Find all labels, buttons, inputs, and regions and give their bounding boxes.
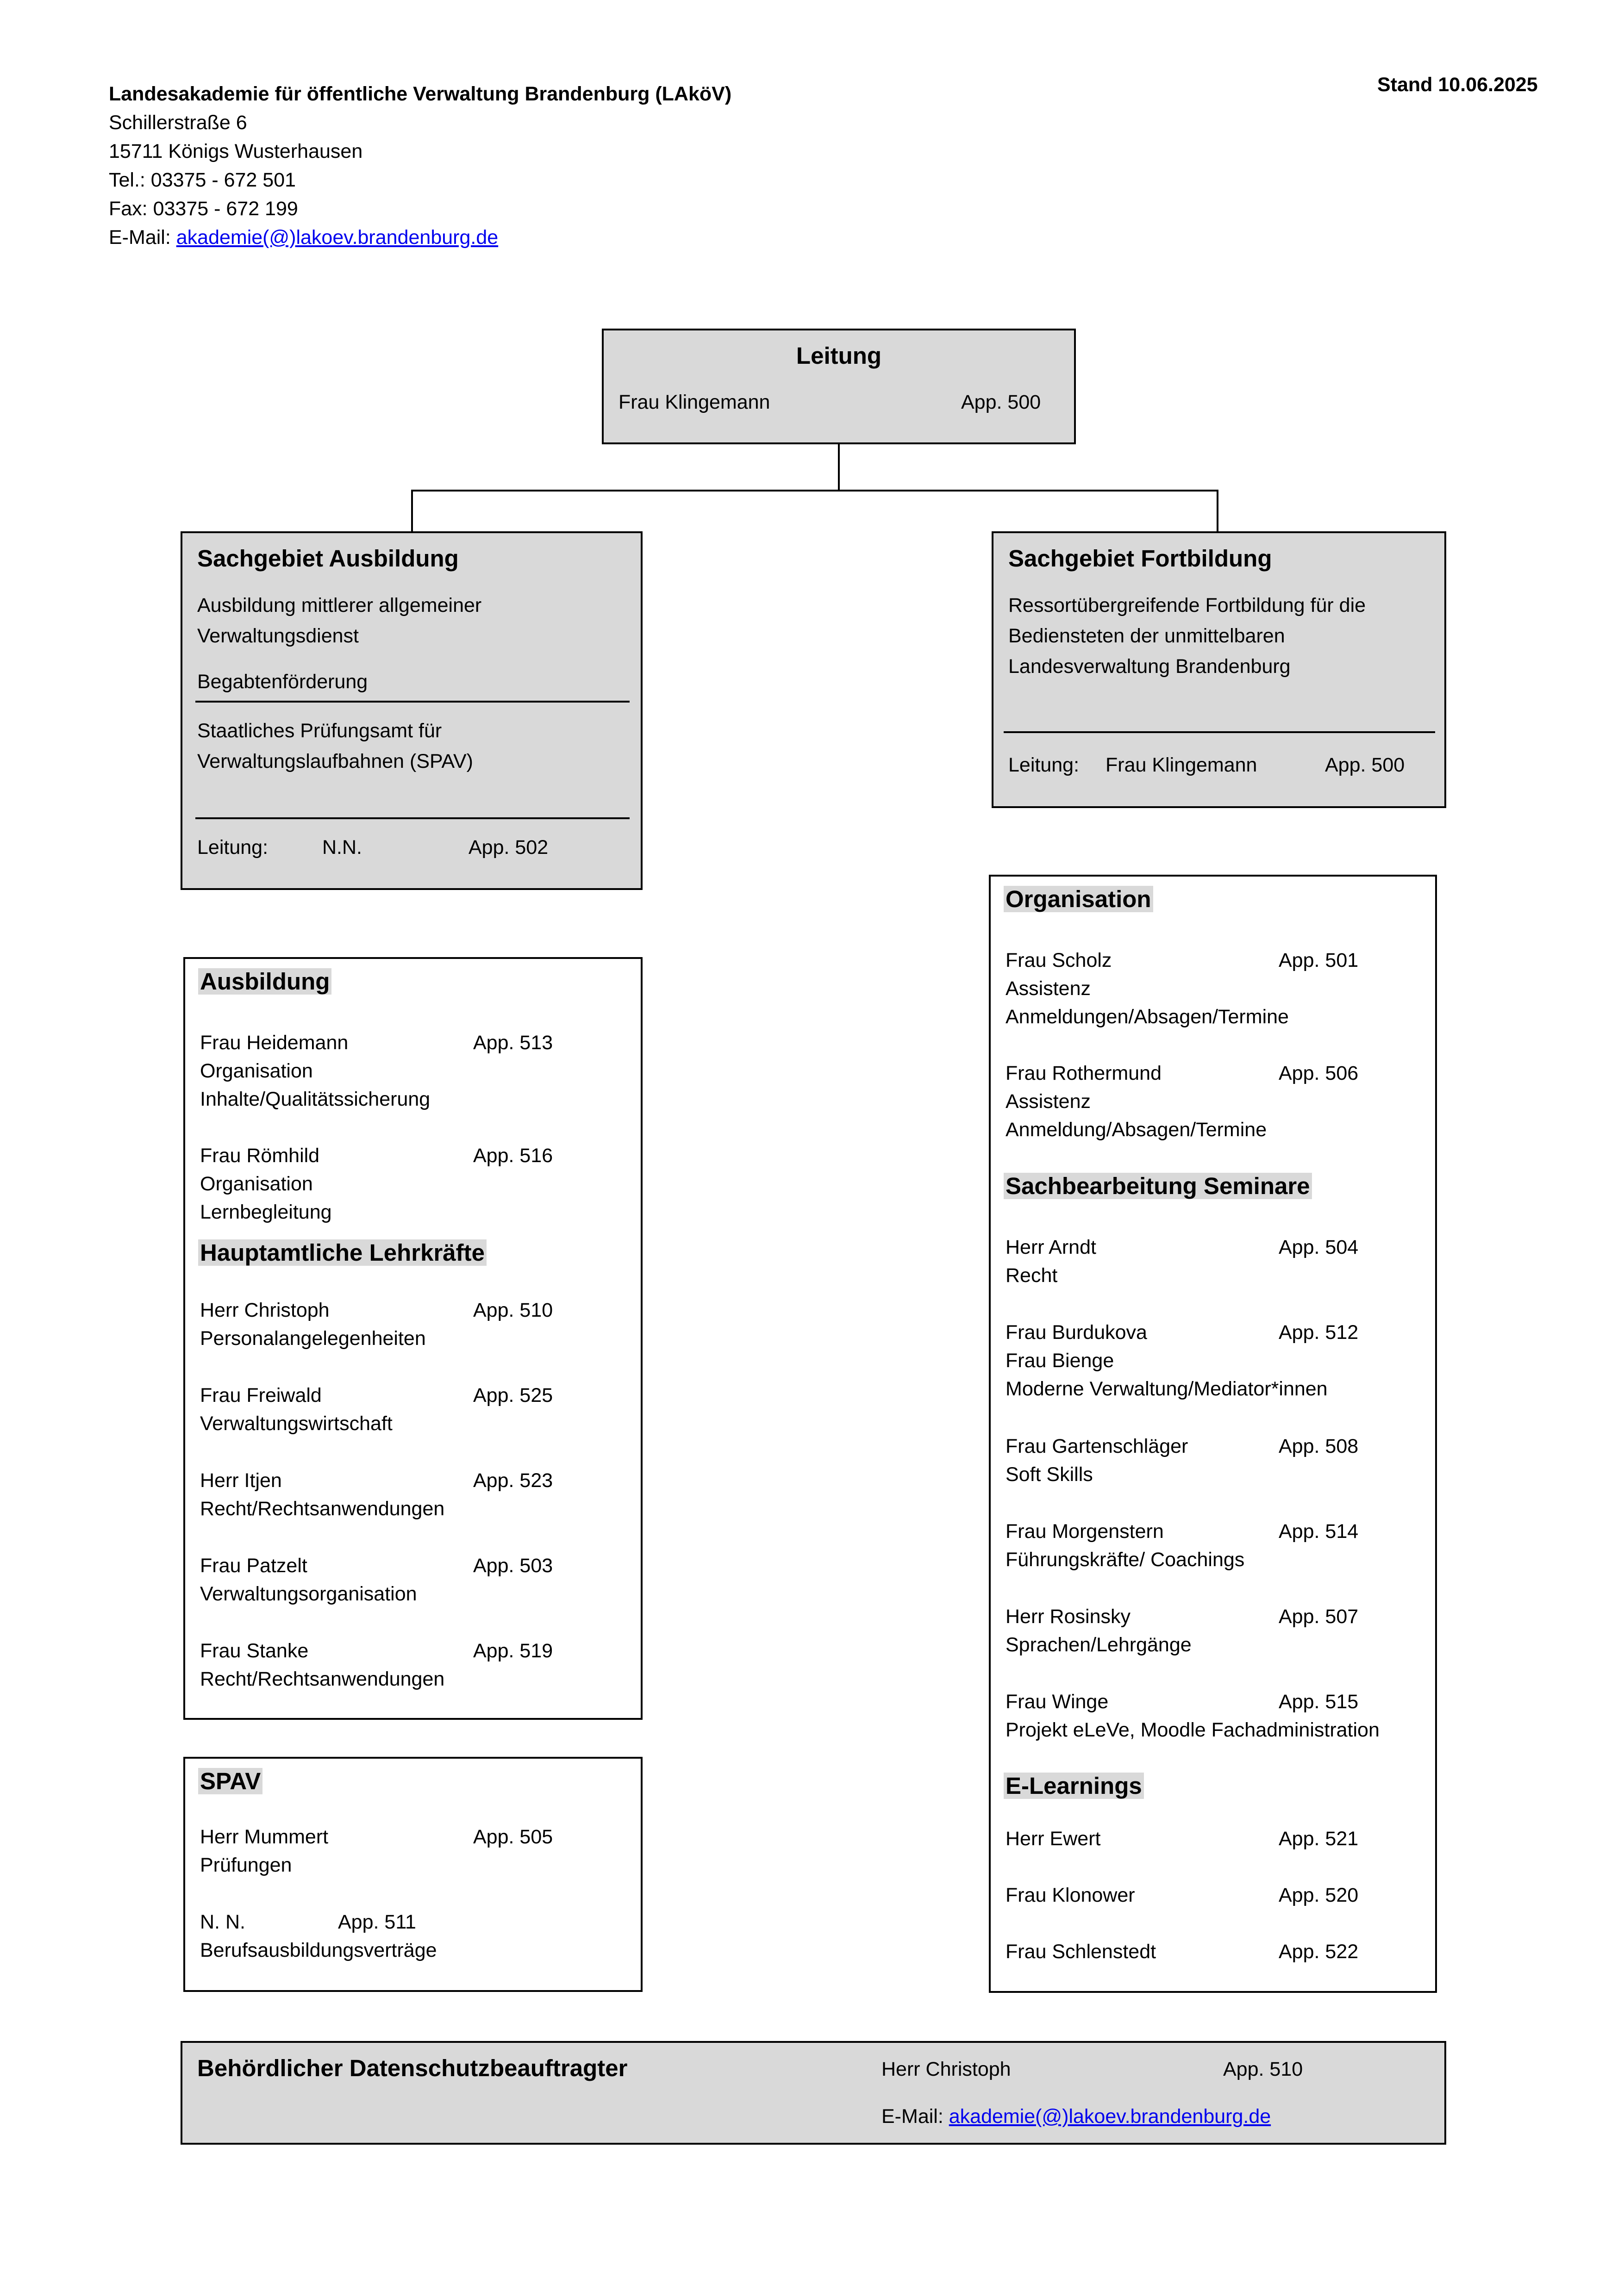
person-name: Frau Morgenstern [1006, 1520, 1164, 1543]
leitung-title: Leitung [796, 342, 882, 369]
organisation-box [989, 875, 1437, 1993]
divider [1004, 731, 1435, 733]
person-name: Frau Burdukova [1006, 1321, 1147, 1344]
task-description: Projekt eLeVe, Moodle Fachadministration [1006, 1719, 1380, 1741]
person-name: Frau Patzelt [200, 1555, 307, 1577]
person-name: Herr Arndt [1006, 1236, 1096, 1258]
person-name: Herr Ewert [1006, 1828, 1101, 1850]
task-description: Soft Skills [1006, 1463, 1093, 1486]
task-description: Assistenz [1006, 1090, 1091, 1113]
task-description: Recht/Rechtsanwendungen [200, 1668, 445, 1690]
email-label: E-Mail: [109, 226, 176, 249]
sachgebiet-ausbildung-line: Staatliches Prüfungsamt für [197, 720, 442, 742]
seminare-heading: Sachbearbeitung Seminare [1006, 1170, 1312, 1202]
datenschutz-email-line [881, 2102, 1271, 2131]
person-name: Frau Gartenschläger [1006, 1435, 1188, 1457]
sachgebiet-fortbildung-leitung-label: Leitung: [1008, 754, 1080, 776]
task-description: Organisation [200, 1060, 313, 1082]
email-label: E-Mail: [881, 2105, 949, 2128]
phone-extension: App. 513 [473, 1032, 553, 1054]
task-description: Assistenz [1006, 977, 1091, 1000]
person-name: Frau Winge [1006, 1691, 1109, 1713]
email-link[interactable]: akademie(@)lakoev.brandenburg.de [176, 226, 499, 249]
phone-number: Tel.: 03375 - 672 501 [109, 169, 296, 191]
sachgebiet-ausbildung-line: Verwaltungslaufbahnen (SPAV) [197, 750, 473, 772]
phone-extension: App. 508 [1279, 1435, 1359, 1457]
task-description: Personalangelegenheiten [200, 1327, 426, 1350]
person-name: Frau Scholz [1006, 949, 1112, 971]
sachgebiet-ausbildung-box [181, 531, 643, 890]
person-name: Frau Freiwald [200, 1384, 322, 1406]
spav-box [183, 1757, 643, 1992]
elearnings-heading: E-Learnings [1006, 1770, 1144, 1802]
org-name: Landesakademie für öffentliche Verwaltung Brandenburg (LAköV) [109, 83, 732, 105]
sachgebiet-fortbildung-line: Bediensteten der unmittelbaren [1008, 625, 1285, 647]
connector-horizontal [411, 490, 1218, 492]
task-description: Verwaltungsorganisation [200, 1583, 417, 1605]
divider [195, 701, 630, 703]
person-name: Frau Rothermund [1006, 1062, 1162, 1084]
person-name: Frau Klonower [1006, 1884, 1135, 1906]
person-name: Frau Römhild [200, 1145, 320, 1167]
phone-extension: App. 514 [1279, 1520, 1359, 1543]
sachgebiet-fortbildung-line: Ressortübergreifende Fortbildung für die [1008, 594, 1366, 616]
date-stamp: Stand 10.06.2025 [1377, 74, 1538, 96]
phone-extension: App. 501 [1279, 949, 1359, 971]
person-name: Herr Mummert [200, 1826, 329, 1848]
phone-extension: App. 521 [1279, 1828, 1359, 1850]
phone-extension: App. 505 [473, 1826, 553, 1848]
sachgebiet-ausbildung-title: Sachgebiet Ausbildung [197, 545, 459, 572]
connector-left [411, 490, 413, 532]
datenschutz-app: App. 510 [1223, 2058, 1303, 2080]
spav-heading: SPAV [200, 1765, 262, 1798]
task-description: Verwaltungswirtschaft [200, 1412, 393, 1435]
lehrkraefte-heading: Hauptamtliche Lehrkräfte [200, 1237, 487, 1269]
phone-extension: App. 510 [473, 1299, 553, 1321]
leitung-person: Frau Klingemann [618, 391, 770, 413]
task-description: Anmeldung/Absagen/Termine [1006, 1119, 1267, 1141]
divider [195, 817, 630, 819]
ausbildung-heading: Ausbildung [200, 965, 331, 998]
leitung-box [602, 329, 1076, 444]
address-street: Schillerstraße 6 [109, 112, 247, 134]
phone-extension: App. 511 [338, 1911, 416, 1933]
email-line [109, 223, 498, 252]
leitung-app: App. 500 [961, 391, 1041, 413]
phone-extension: App. 515 [1279, 1691, 1359, 1713]
task-description: Recht/Rechtsanwendungen [200, 1498, 445, 1520]
phone-extension: App. 525 [473, 1384, 553, 1406]
phone-extension: App. 503 [473, 1555, 553, 1577]
sachgebiet-fortbildung-box [992, 531, 1446, 808]
datenschutz-box [181, 2041, 1446, 2145]
sachgebiet-fortbildung-leitung-app: App. 500 [1325, 754, 1405, 776]
fax-number: Fax: 03375 - 672 199 [109, 198, 298, 220]
person-name: Herr Itjen [200, 1469, 282, 1492]
person-name: Frau Stanke [200, 1640, 309, 1662]
person-name: N. N. [200, 1911, 245, 1933]
sachgebiet-ausbildung-leitung-label: Leitung: [197, 836, 269, 859]
sachgebiet-ausbildung-line: Begabtenförderung [197, 671, 368, 693]
phone-extension: App. 516 [473, 1145, 553, 1167]
organisation-heading: Organisation [1006, 883, 1153, 915]
task-description: Recht [1006, 1264, 1058, 1287]
datenschutz-person: Herr Christoph [881, 2058, 1011, 2080]
sachgebiet-ausbildung-leitung-app: App. 502 [468, 836, 549, 859]
phone-extension: App. 512 [1279, 1321, 1359, 1344]
phone-extension: App. 504 [1279, 1236, 1359, 1258]
ausbildung-box [183, 957, 643, 1720]
person-name: Frau Heidemann [200, 1032, 349, 1054]
sachgebiet-fortbildung-title: Sachgebiet Fortbildung [1008, 545, 1272, 572]
sachgebiet-ausbildung-line: Verwaltungsdienst [197, 625, 359, 647]
person-name: Herr Rosinsky [1006, 1605, 1131, 1628]
phone-extension: App. 506 [1279, 1062, 1359, 1084]
task-description: Prüfungen [200, 1854, 292, 1876]
task-description: Moderne Verwaltung/Mediator*innen [1006, 1378, 1328, 1400]
sachgebiet-ausbildung-leitung-person: N.N. [322, 836, 362, 859]
sachgebiet-fortbildung-line: Landesverwaltung Brandenburg [1008, 655, 1291, 678]
address-city: 15711 Königs Wusterhausen [109, 140, 363, 162]
task-description: Berufsausbildungsverträge [200, 1939, 437, 1961]
phone-extension: App. 522 [1279, 1941, 1359, 1963]
task-description: Frau Bienge [1006, 1350, 1114, 1372]
sachgebiet-ausbildung-line: Ausbildung mittlerer allgemeiner [197, 594, 482, 616]
task-description: Sprachen/Lehrgänge [1006, 1634, 1192, 1656]
datenschutz-title: Behördlicher Datenschutzbeauftragter [197, 2055, 628, 2081]
connector-vertical-top [838, 444, 840, 491]
phone-extension: App. 507 [1279, 1605, 1359, 1628]
task-description: Führungskräfte/ Coachings [1006, 1549, 1245, 1571]
task-description: Organisation [200, 1173, 313, 1195]
phone-extension: App. 523 [473, 1469, 553, 1492]
sachgebiet-fortbildung-leitung-person: Frau Klingemann [1106, 754, 1257, 776]
task-description: Anmeldungen/Absagen/Termine [1006, 1006, 1289, 1028]
task-description: Inhalte/Qualitätssicherung [200, 1088, 431, 1110]
person-name: Frau Schlenstedt [1006, 1941, 1156, 1963]
phone-extension: App. 519 [473, 1640, 553, 1662]
phone-extension: App. 520 [1279, 1884, 1359, 1906]
person-name: Herr Christoph [200, 1299, 330, 1321]
connector-right [1217, 490, 1218, 532]
task-description: Lernbegleitung [200, 1201, 332, 1223]
email-link[interactable]: akademie(@)lakoev.brandenburg.de [949, 2105, 1271, 2128]
